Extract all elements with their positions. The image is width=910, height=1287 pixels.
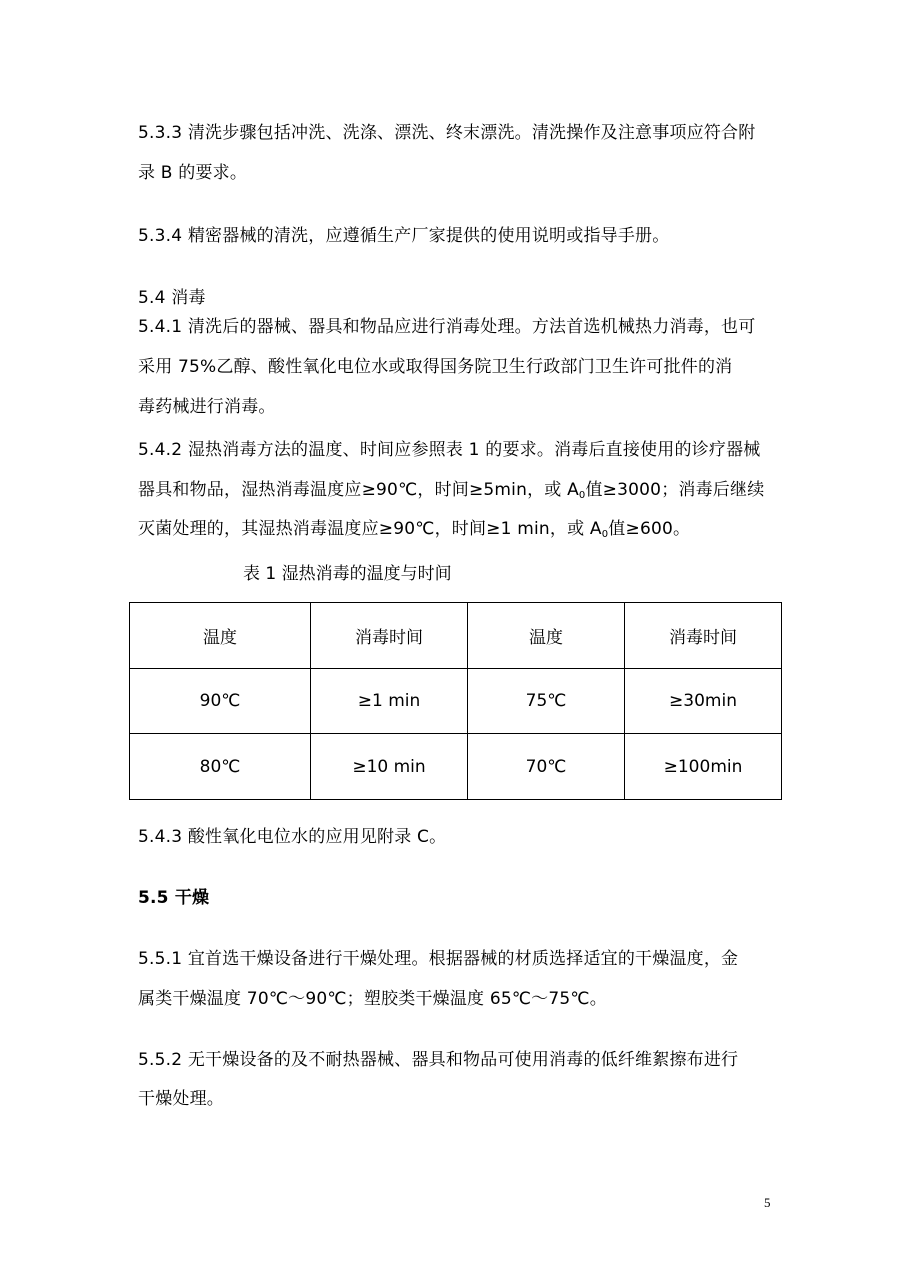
paragraph-5-4-2-line-1: 5.4.2 湿热消毒方法的温度、时间应参照表 1 的要求。消毒后直接使用的诊疗器械 [138,440,761,460]
table-header-cell: 温度 [468,603,625,669]
paragraph-5-3-3-line-1: 5.3.3 清洗步骤包括冲洗、洗涤、漂洗、终末漂洗。清洗操作及注意事项应符合附 [138,123,756,143]
table-cell: ≥1 min [311,668,468,734]
text-segment: 灭菌处理的，其湿热消毒温度应≥90℃，时间≥1 min，或 A [138,519,602,539]
section-heading-5-4: 5.4 消毒 [138,288,206,308]
text-segment: 值≥3000；消毒后继续 [585,480,765,500]
paragraph-5-5-1-line-2: 属类干燥温度 70℃～90℃；塑胶类干燥温度 65℃～75℃。 [138,989,607,1009]
paragraph-5-4-3: 5.4.3 酸性氧化电位水的应用见附录 C。 [138,827,447,847]
table-row [130,668,782,734]
table-header-cell: 温度 [130,603,311,669]
text-segment: 值≥600。 [608,519,691,539]
subscript-zero: 0 [601,529,609,540]
paragraph-5-4-1-line-3: 毒药械进行消毒。 [138,397,276,417]
table-cell: ≥100min [625,734,782,800]
table-caption: 表 1 湿热消毒的温度与时间 [243,564,452,584]
table-cell: 90℃ [130,668,311,734]
table-cell: ≥10 min [311,734,468,800]
paragraph-5-3-4: 5.3.4 精密器械的清洗，应遵循生产厂家提供的使用说明或指导手册。 [138,226,670,246]
disinfection-table [129,602,782,800]
section-heading-5-5: 5.5 干燥 [138,888,210,908]
table-cell: 80℃ [130,734,311,800]
paragraph-5-5-2-line-2: 干燥处理。 [138,1089,224,1109]
paragraph-5-5-2-line-1: 5.5.2 无干燥设备的及不耐热器械、器具和物品可使用消毒的低纤维絮擦布进行 [138,1050,739,1070]
paragraph-5-3-3-line-2: 录 B 的要求。 [138,163,248,183]
paragraph-5-4-1-line-2: 采用 75%乙醇、酸性氧化电位水或取得国务院卫生行政部门卫生许可批件的消 [138,357,733,377]
subscript-zero: 0 [578,490,586,501]
table-row [130,734,782,800]
paragraph-5-5-1-line-1: 5.5.1 宜首选干燥设备进行干燥处理。根据器械的材质选择适宜的干燥温度，金 [138,949,739,969]
table-cell: 70℃ [468,734,625,800]
table-header-cell: 消毒时间 [625,603,782,669]
text-segment: 器具和物品，湿热消毒温度应≥90℃，时间≥5min，或 A [138,480,579,500]
paragraph-5-4-2-line-3 [138,519,690,539]
table-cell: 75℃ [468,668,625,734]
paragraph-5-4-1-line-1: 5.4.1 清洗后的器械、器具和物品应进行消毒处理。方法首选机械热力消毒，也可 [138,317,756,337]
paragraph-5-4-2-line-2 [138,480,764,500]
page-number: 5 [764,1195,771,1210]
table-header-cell: 消毒时间 [311,603,468,669]
table-header-row [130,603,782,669]
table-cell: ≥30min [625,668,782,734]
